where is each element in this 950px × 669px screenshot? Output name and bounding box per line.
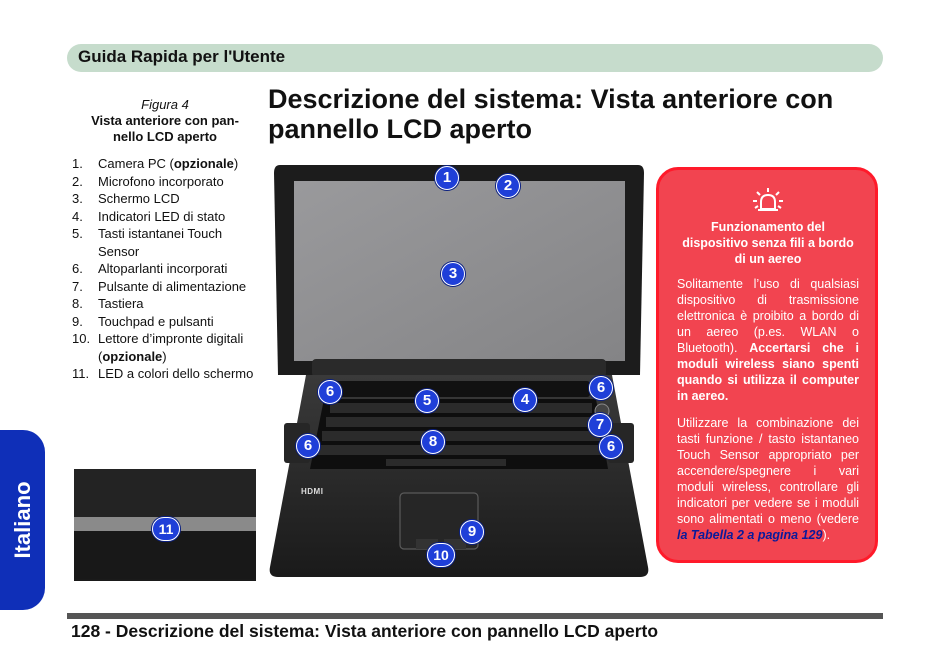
figure-title-line-2: nello LCD aperto [112, 129, 217, 144]
note-paragraph-1: Solitamente l’uso di qualsiasi dispositivo di trasmissione elettronica è proibito a bordo di un aereo (p.es. WLAN o Bluetooth). Accertarsi che i moduli wireless siano spenti quando si utilizza il computer in aereo. [677, 277, 859, 403]
list-item: 8. Tastiera [72, 296, 144, 311]
list-item: 9. Touchpad e pulsanti [72, 313, 214, 329]
marker-led-indicators: 4 [513, 388, 537, 412]
table-reference-link[interactable]: la Tabella 2 a pagina 129 [677, 528, 823, 542]
list-item: 6. Altoparlanti incorporati [72, 261, 228, 276]
language-tab-label: Italiano [10, 481, 35, 559]
list-item: 2. Microfono incorporato [72, 173, 224, 189]
figure-caption [75, 97, 255, 145]
marker-keyboard: 8 [421, 430, 445, 454]
figure-title-line-1: Vista anteriore con pan- [91, 113, 239, 128]
marker-lcd-screen: 3 [441, 262, 465, 286]
warning-note-box [656, 167, 878, 563]
hdmi-label: HDMI [301, 487, 324, 496]
footer-page-title: 128 - Descrizione del sistema: Vista anteriore con pannello LCD aperto [71, 621, 659, 641]
laptop-front-view-image [266, 163, 652, 579]
marker-power-button: 7 [588, 413, 612, 437]
list-item: 7. Pulsante di alimentazione [72, 278, 247, 294]
list-item: 1. Camera PC (opzionale) [72, 156, 239, 171]
marker-fingerprint-reader: 10 [427, 543, 455, 567]
list-item: 4. Indicatori LED di stato [72, 208, 226, 224]
marker-speaker: 6 [296, 434, 320, 458]
list-item: 5. Tasti istantanei Touch Sensor [72, 226, 223, 259]
list-item: 10. Lettore d’impronte digitali (opzionale) [72, 331, 244, 364]
warning-bell-icon [752, 187, 784, 215]
figure-number: Figura 4 [141, 97, 189, 112]
note-paragraph-2: Utilizzare la combinazione dei tasti funzione / tasto istantaneo Touch Sensor appropriato per accendere/spegnere i vari moduli wireless, controllare gli indicatori per vedere se i moduli sono alimentati o meno (vedere la Tabella 2 a pagina 129). [677, 416, 859, 542]
header-title: Guida Rapida per l'Utente [78, 47, 286, 66]
page-title: Descrizione del sistema: Vista anteriore con pannello LCD aperto [268, 84, 834, 144]
marker-camera: 1 [435, 166, 459, 190]
marker-microphone: 2 [496, 174, 520, 198]
list-item: 11. LED a colori dello schermo [72, 366, 254, 381]
note-title: Funzionamento del dispositivo senza fili a bordo di un aereo [682, 220, 854, 266]
component-list [72, 155, 262, 383]
marker-color-led: 11 [152, 517, 180, 541]
list-item: 3. Schermo LCD [72, 191, 180, 206]
marker-touchpad: 9 [460, 520, 484, 544]
footer-rule [67, 613, 883, 619]
marker-speaker: 6 [589, 376, 613, 400]
marker-speaker: 6 [318, 380, 342, 404]
marker-touch-sensor-keys: 5 [415, 389, 439, 413]
marker-speaker: 6 [599, 435, 623, 459]
